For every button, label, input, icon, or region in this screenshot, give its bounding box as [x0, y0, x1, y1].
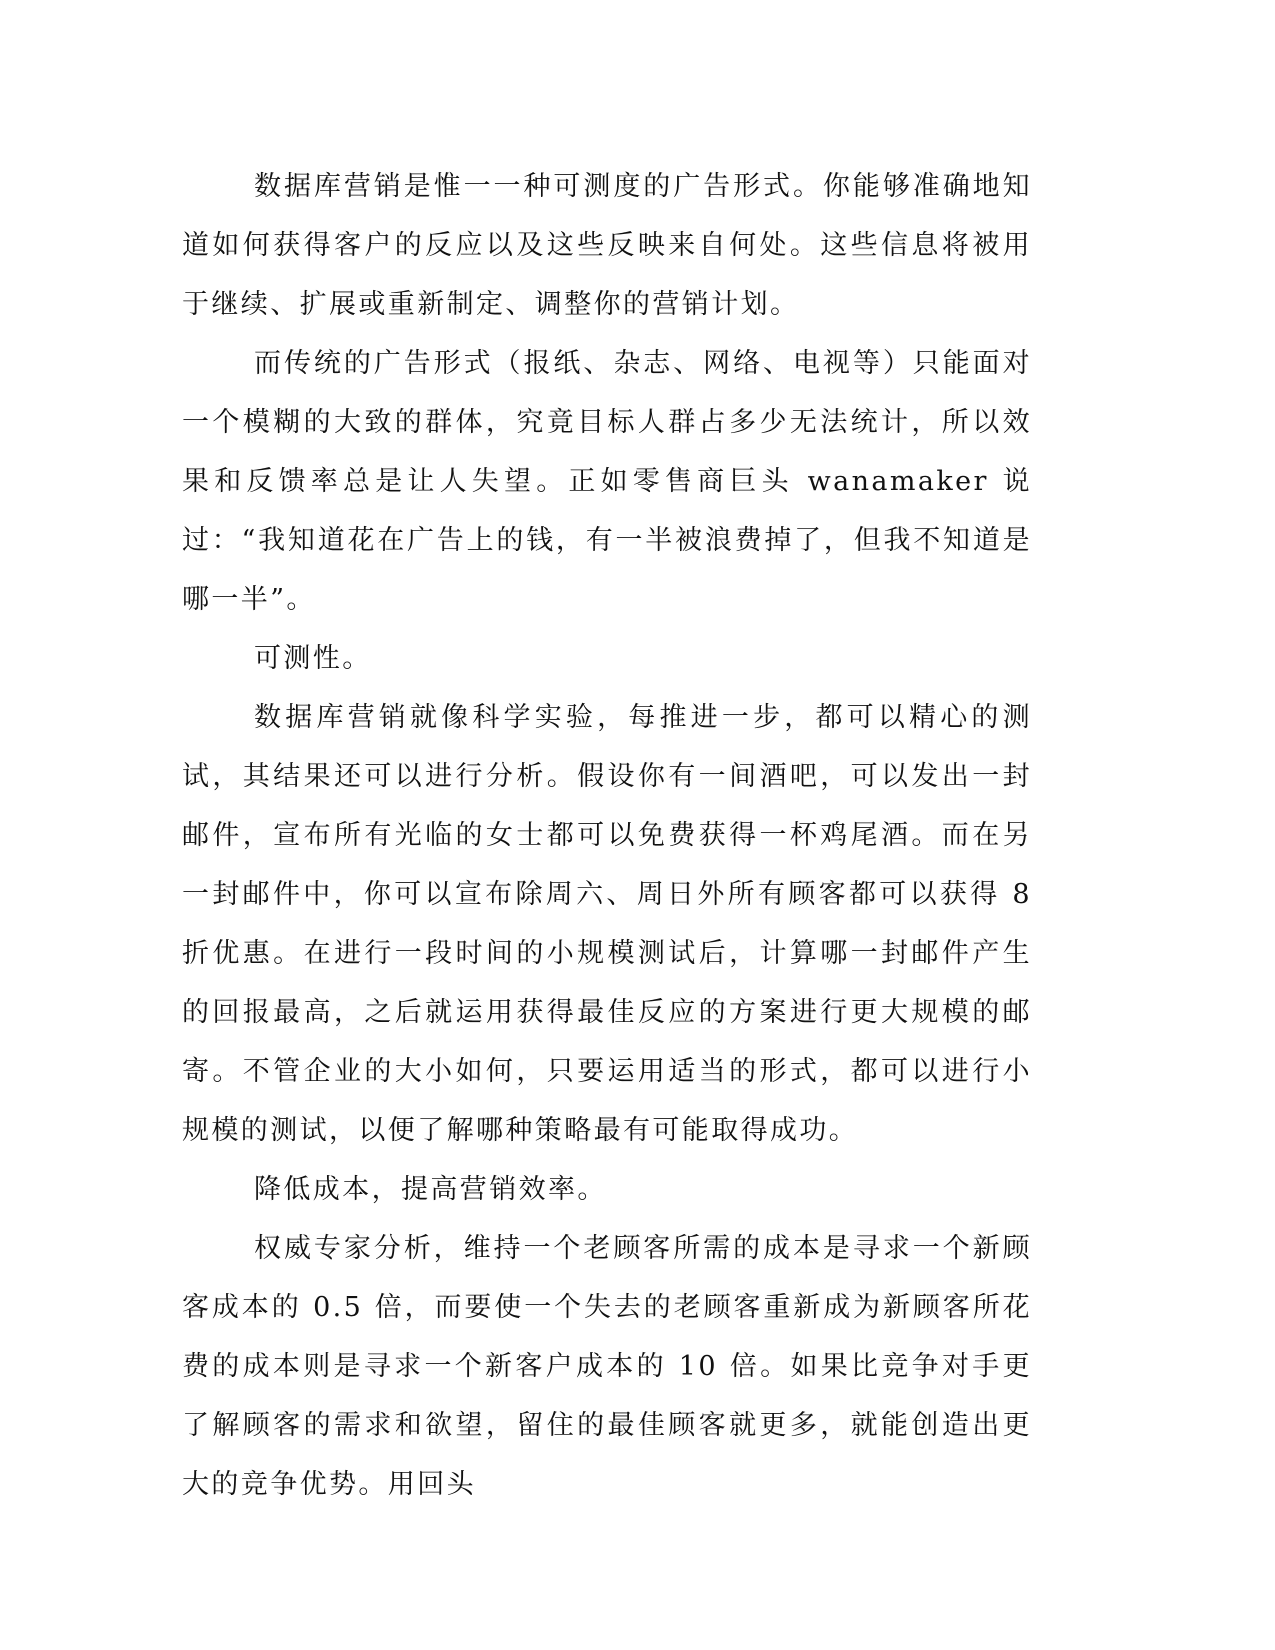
paragraph-expert-analysis: 权威专家分析，维持一个老顾客所需的成本是寻求一个新顾客成本的 0.5 倍，而要使一个失去的老顾客重新成为新顾客所花费的成本则是寻求一个新客户成本的 10 倍。如果比竞争对手更了解顾客的需求和欲望，留住的最佳顾客就更多，就能创造出更大的竞争优势。用回头	[182, 1233, 1032, 1500]
paragraph-traditional-ads: 而传统的广告形式（报纸、杂志、网络、电视等）只能面对一个模糊的大致的群体，究竟目标人群占多少无法统计，所以效果和反馈率总是让人失望。正如零售商巨头 wanamaker 说过：“我知道花在广告上的钱，有一半被浪费掉了，但我不知道是哪一半”。	[182, 348, 1032, 615]
paragraph-experiment: 数据库营销就像科学实验，每推进一步，都可以精心的测试，其结果还可以进行分析。假设你有一间酒吧，可以发出一封邮件，宣布所有光临的女士都可以免费获得一杯鸡尾酒。而在另一封邮件中，你可以宣布除周六、周日外所有顾客都可以获得 8 折优惠。在进行一段时间的小规模测试后，计算哪一封邮件产生的回报最高，之后就运用获得最佳反应的方案进行更大规模的邮寄。不管企业的大小如何，只要运用适当的形式，都可以进行小规模的测试，以便了解哪种策略最有可能取得成功。	[182, 702, 1032, 1146]
document-body	[182, 157, 1032, 1514]
paragraph-measurability-heading: 可测性。	[254, 643, 372, 674]
paragraph-intro: 数据库营销是惟一一种可测度的广告形式。你能够准确地知道如何获得客户的反应以及这些反映来自何处。这些信息将被用于继续、扩展或重新制定、调整你的营销计划。	[182, 171, 1032, 320]
paragraph-cost-heading: 降低成本，提高营销效率。	[254, 1174, 607, 1205]
